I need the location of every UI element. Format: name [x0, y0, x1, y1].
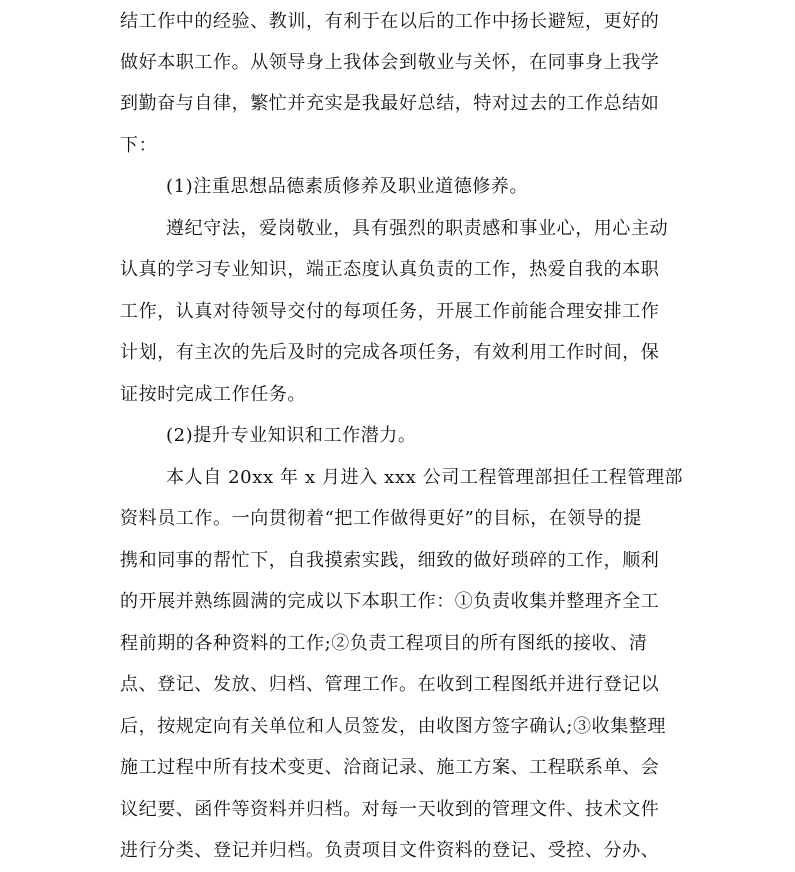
text-line: 施工过程中所有技术变更、洽商记录、施工方案、工程联系单、会	[120, 757, 660, 778]
paragraph-start: 本人自 20xx 年 x 月进入 xxx 公司工程管理部担任工程管理部	[166, 467, 684, 488]
text-line: 程前期的各种资料的工作;②负责工程项目的所有图纸的接收、清	[120, 633, 648, 654]
section-heading: (2)提升专业知识和工作潜力。	[166, 425, 417, 446]
text-line: 资料员工作。一向贯彻着“把工作做得更好”的目标，在领导的提	[120, 508, 642, 529]
text-line: 认真的学习专业知识，端正态度认真负责的工作，热爱自我的本职	[120, 259, 660, 280]
text-line: 结工作中的经验、教训，有利于在以后的工作中扬长避短，更好的	[120, 11, 660, 32]
text-line: 下：	[120, 135, 158, 156]
text-line: 携和同事的帮忙下，自我摸索实践，细致的做好琐碎的工作，顺利	[120, 550, 660, 571]
text-line: 证按时完成工作任务。	[120, 384, 306, 405]
text-line: 点、登记、发放、归档、管理工作。在收到工程图纸并进行登记以	[120, 674, 660, 695]
text-line: 计划，有主次的先后及时的完成各项任务，有效利用工作时间，保	[120, 342, 660, 363]
text-line: 的开展并熟练圆满的完成以下本职工作：①负责收集并整理齐全工	[120, 591, 660, 612]
text-line: 工作，认真对待领导交付的每项任务，开展工作前能合理安排工作	[120, 301, 660, 322]
text-line: 做好本职工作。从领导身上我体会到敬业与关怀，在同事身上我学	[120, 52, 660, 73]
text-line: 到勤奋与自律，繁忙并充实是我最好总结，特对过去的工作总结如	[120, 93, 660, 114]
text-line: 后，按规定向有关单位和人员签发，由收图方签字确认;③收集整理	[120, 716, 667, 737]
section-heading: (1)注重思想品德素质修养及职业道德修养。	[166, 176, 529, 197]
paragraph-start: 遵纪守法，爱岗敬业，具有强烈的职责感和事业心，用心主动	[166, 218, 669, 239]
text-line: 议纪要、函件等资料并归档。对每一天收到的管理文件、技术文件	[120, 799, 660, 820]
text-line: 进行分类、登记并归档。负责项目文件资料的登记、受控、分办、	[120, 840, 660, 861]
